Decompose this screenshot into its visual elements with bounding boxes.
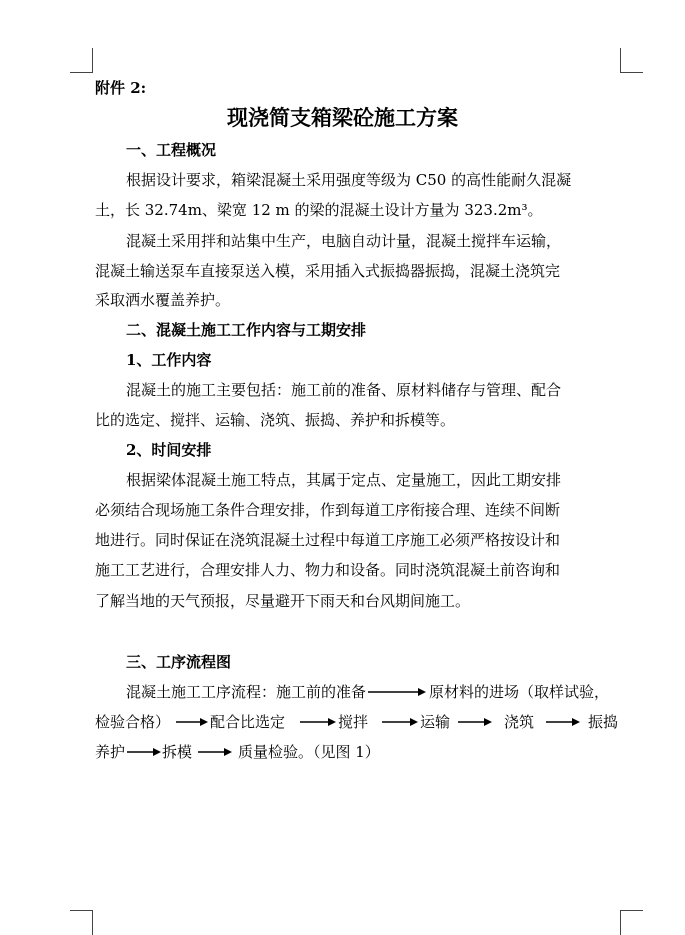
section1-para2-line1: 混凝土采用拌和站集中生产，电脑自动计量，混凝土搅拌车运输， (126, 232, 562, 250)
section2-sub1-line1: 混凝土的施工主要包括：施工前的准备、原材料储存与管理、配合 (126, 381, 562, 399)
flow-step-transport: 运输 (420, 713, 451, 731)
section2-sub2-line4: 施工工艺进行，合理安排人力、物力和设备。同时浇筑混凝土前咨询和 (95, 561, 561, 579)
section2-sub2-line2: 必须结合现场施工条件合理安排，作到每道工序衔接合理、连续不间断 (95, 501, 561, 519)
crop-mark-bottom-left (70, 910, 93, 935)
flow-arrow-5 (458, 712, 492, 732)
flow-step-mix: 配合比选定 (210, 713, 286, 731)
flow-arrow-2 (176, 712, 208, 732)
flow-step-stir: 搅拌 (338, 713, 369, 731)
flow-step-materials-cont: 检验合格） (95, 713, 171, 731)
section2-heading: 二、混凝土施工工作内容与工期安排 (126, 321, 367, 339)
section1-para1-line2: 土，长 32.74m、梁宽 12 m 的梁的混凝土设计方量为 323.2m³。 (95, 201, 543, 219)
section1-para2-line2: 混凝土输送泵车直接泵送入模，采用插入式振捣器振捣，混凝土浇筑完 (95, 262, 561, 280)
crop-mark-bottom-right (620, 910, 643, 935)
flow-step-materials: 原材料的进场（取样试验， (429, 683, 610, 701)
flow-arrow-6 (546, 712, 580, 732)
section2-sub2-line3: 地进行。同时保证在浇筑混凝土过程中每道工序施工必须严格按设计和 (95, 531, 561, 549)
section3-heading: 三、工序流程图 (126, 653, 232, 671)
section2-sub1-line2: 比的选定、搅拌、运输、浇筑、振捣、养护和拆模等。 (95, 411, 456, 429)
attachment-label: 附件 2: (95, 79, 147, 97)
flow-step-cure: 养护 (95, 743, 126, 761)
flow-step-vibrate: 振捣 (588, 713, 619, 731)
crop-mark-top-left (70, 48, 93, 73)
section2-sub1-heading: 1、工作内容 (126, 351, 212, 369)
flow-arrow-4 (382, 712, 418, 732)
section1-heading: 一、工程概况 (126, 141, 217, 159)
flow-intro: 混凝土施工工序流程：施工前的准备 (126, 683, 367, 701)
flow-arrow-1 (368, 682, 426, 702)
flow-arrow-8 (198, 742, 232, 762)
crop-mark-top-right (620, 48, 643, 73)
flow-step-quality: 质量检验。（见图 1） (238, 743, 380, 761)
document-title: 现浇简支箱梁砼施工方案 (227, 105, 458, 130)
section1-para2-line3: 采取洒水覆盖养护。 (95, 291, 231, 309)
flow-step-pour: 浇筑 (504, 713, 535, 731)
section2-sub2-heading: 2、时间安排 (126, 441, 212, 459)
section2-sub2-line5: 了解当地的天气预报，尽量避开下雨天和台风期间施工。 (95, 592, 471, 610)
flow-arrow-3 (300, 712, 336, 732)
flow-arrow-7 (127, 742, 161, 762)
flow-step-demold: 拆模 (162, 743, 193, 761)
section2-sub2-line1: 根据梁体混凝土施工特点，其属于定点、定量施工，因此工期安排 (126, 471, 562, 489)
section1-para1-line1: 根据设计要求，箱梁混凝土采用强度等级为 C50 的高性能耐久混凝 (126, 171, 572, 189)
